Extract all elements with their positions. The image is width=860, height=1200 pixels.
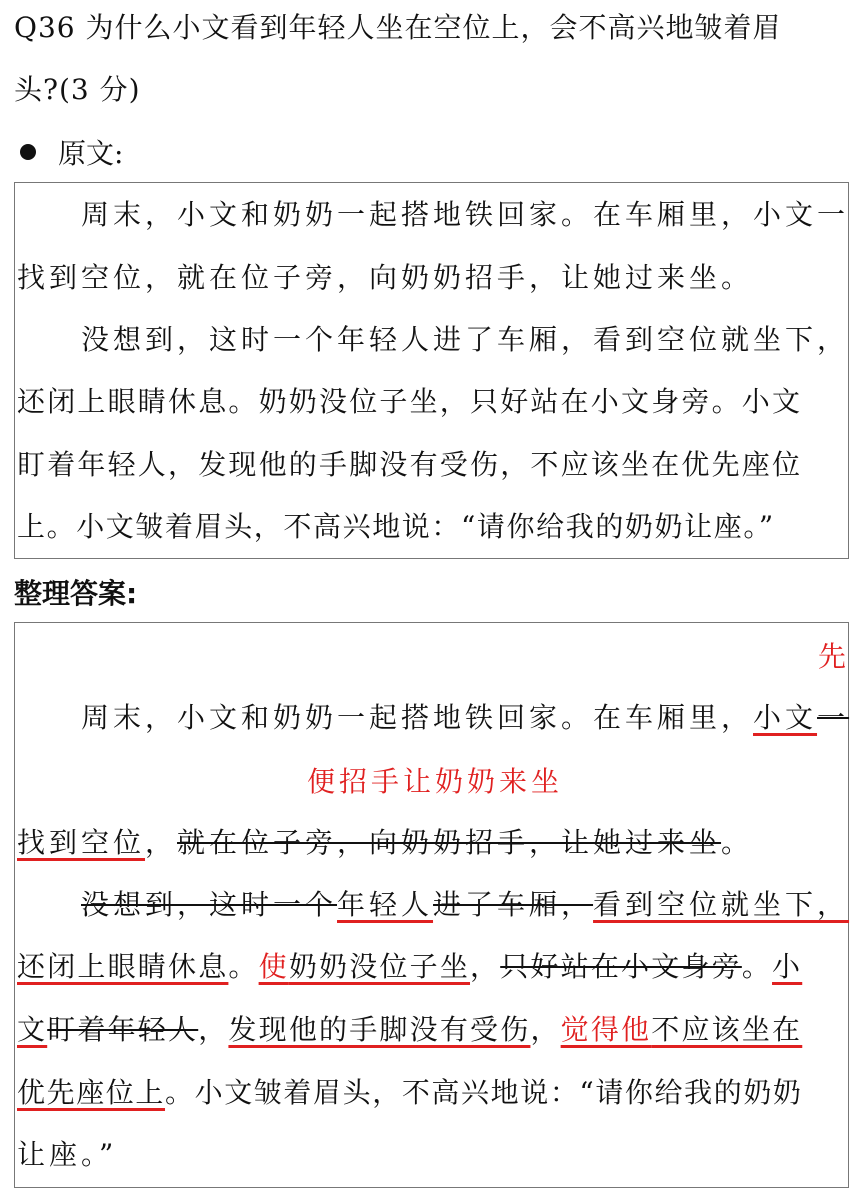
underlined-text: 不应该坐在 [651, 1013, 803, 1046]
underlined-text: 发现他的手脚没有受伤 [228, 1013, 531, 1046]
original-heading-label: 原文: [58, 137, 124, 170]
underlined-text: 优先座位上 [17, 1076, 166, 1109]
original-line-6: 上。小文皱着眉头，不高兴地说：“请你给我的奶奶让座。” [17, 510, 775, 543]
struck-text: 就在位子旁，向奶奶招手，让她过来坐 [177, 826, 722, 859]
underlined-text: 奶奶没位子坐 [288, 950, 471, 983]
question-line-1: Q36 为什么小文看到年轻人坐在空位上，会不高兴地皱着眉 [14, 11, 782, 44]
answer-line-7: 让座。” [17, 1138, 118, 1171]
underlined-text: 看到空位就坐下， [593, 888, 850, 921]
struck-text: 盯着年轻人 [47, 1013, 199, 1046]
underlined-text: 年轻人 [337, 888, 434, 921]
answer-line-2 [17, 823, 753, 863]
answer-line-3 [81, 885, 849, 925]
struck-text: 没想到，这时一个 [81, 888, 338, 921]
underlined-text: 找到空位 [17, 826, 146, 859]
original-line-5: 盯着年轻人，发现他的手脚没有受伤，不应该坐在优先座位 [17, 448, 803, 481]
text: ， [198, 1013, 229, 1046]
original-heading [20, 132, 123, 172]
question-line-2: 头?(3 分) [14, 73, 141, 106]
text: ， [530, 1013, 561, 1046]
insert-xian: 先 [817, 640, 846, 673]
insert-phrase: 便招手让奶奶来坐 [307, 765, 564, 798]
struck-text: 一 [817, 701, 850, 734]
original-line-4: 还闭上眼睛休息。奶奶没位子坐，只好站在小文身旁。小文 [17, 385, 803, 418]
underlined-text: 小 [772, 950, 803, 983]
text: ， [145, 826, 178, 859]
answer-text-box [14, 622, 849, 1188]
underlined-text: 文 [17, 1013, 48, 1046]
text: 。小文皱着眉头，不高兴地说：“请你给我的奶奶 [165, 1076, 803, 1109]
original-text-box [14, 182, 849, 559]
text: 。 [741, 950, 773, 983]
answer-heading: 整理答案: [14, 577, 138, 610]
text: 。 [228, 950, 259, 983]
original-line-3: 没想到，这时一个年轻人进了车厢，看到空位就坐下， [81, 323, 850, 356]
text: ， [470, 950, 501, 983]
original-line-1: 周末，小文和奶奶一起搭地铁回家。在车厢里，小文一 [81, 198, 850, 231]
answer-line-6 [17, 1073, 803, 1113]
answer-line-5 [17, 1010, 802, 1050]
underlined-text: 还闭上眼睛休息 [17, 950, 229, 983]
text: 周末，小文和奶奶一起搭地铁回家。在车厢里， [81, 701, 754, 734]
struck-text: 进了车厢， [433, 888, 594, 921]
struck-text: 只好站在小文身旁 [500, 950, 742, 983]
answer-line-4 [17, 947, 802, 987]
underlined-text: 小文 [753, 701, 818, 734]
original-line-2: 找到空位，就在位子旁，向奶奶招手，让她过来坐。 [17, 261, 754, 294]
inserted-text: 觉得他 [560, 1013, 652, 1046]
bullet-icon [20, 144, 36, 160]
text: 。 [721, 826, 754, 859]
answer-line-1 [81, 698, 849, 738]
inserted-text: 使 [258, 950, 289, 983]
